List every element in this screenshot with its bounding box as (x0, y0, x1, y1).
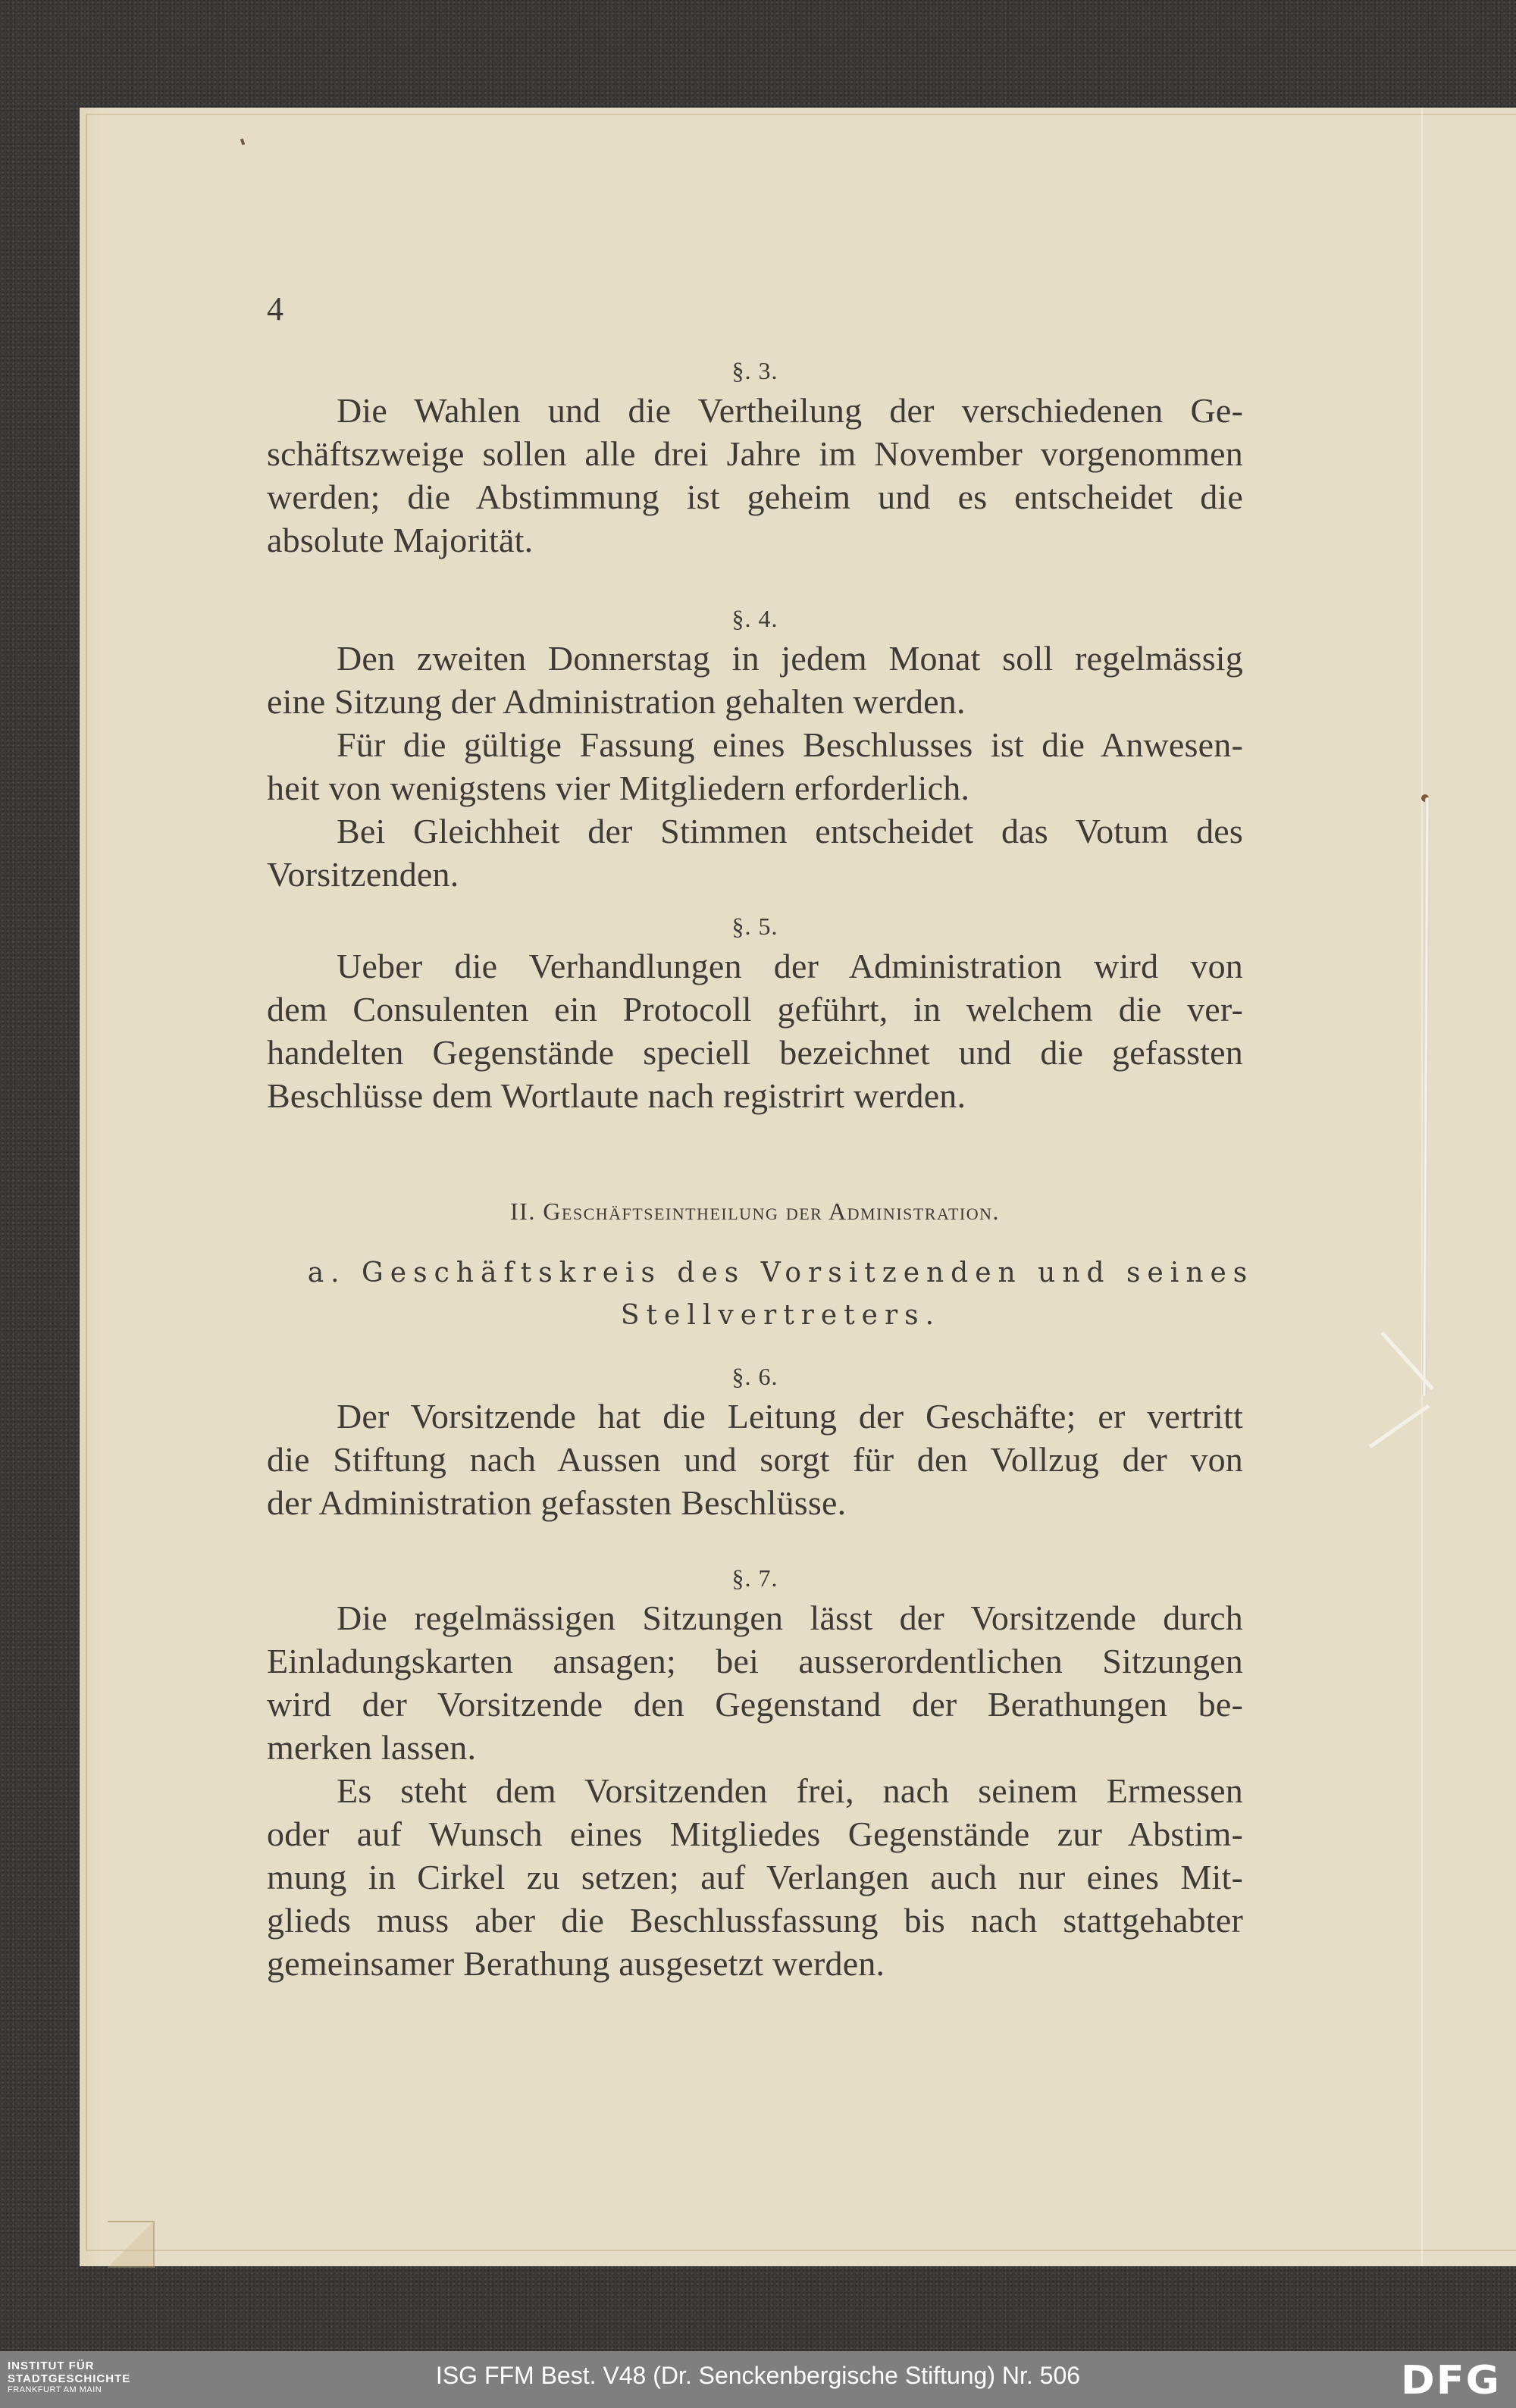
dfg-logo[interactable]: DFG (1400, 2357, 1501, 2403)
section-4 (267, 600, 1243, 896)
text-line: merken lassen. (267, 1728, 477, 1767)
institute-logo-line: FRANKFURT AM MAIN (8, 2385, 102, 2394)
chapter-heading: II. Geschäftseintheilung der Administration. (510, 1198, 1000, 1225)
institute-logo-line: STADTGESCHICHTE (8, 2372, 131, 2385)
text-line: Einladungskarten ansagen; bei ausserordentlichen Sitzungen (267, 1642, 1243, 1680)
text-line: Die Wahlen und die Vertheilung der verschiedenen Ge- (337, 391, 1243, 430)
section-heading: §. 7. (731, 1564, 778, 1592)
text-line: Vorsitzenden. (267, 855, 459, 894)
page-number: 4 (267, 290, 283, 327)
text-line: Die regelmässigen Sitzungen lässt der Vorsitzende durch (337, 1599, 1243, 1637)
section-heading: §. 4. (731, 605, 778, 632)
section-5 (267, 908, 1243, 1117)
paragraph (267, 809, 1243, 896)
subheading-line: a. Geschäftskreis des Vorsitzenden und seines (307, 1257, 1254, 1289)
subheading-line: Stellvertreters. (620, 1300, 941, 1331)
document-signature: ISG FFM Best. V48 (Dr. Senckenbergische Stiftung) Nr. 506 (435, 2362, 1081, 2389)
text-line: absolute Majorität. (267, 521, 534, 559)
text-line: der Administration gefassten Beschlüsse. (267, 1483, 847, 1522)
paragraph (267, 723, 1243, 809)
section-heading: §. 5. (731, 913, 778, 940)
section-7 (267, 1560, 1243, 1985)
paragraph (267, 1596, 1243, 1769)
text-line: wird der Vorsitzende den Gegenstand der Berathungen be- (267, 1685, 1243, 1724)
text-line: Für die gültige Fassung eines Beschlusses ist die Anwesen- (337, 725, 1243, 764)
paragraph (267, 1395, 1243, 1524)
viewer-footer (0, 2351, 1516, 2408)
text-line: Den zweiten Donnerstag in jedem Monat soll regelmässig (337, 639, 1243, 678)
text-line: die Stiftung nach Aussen und sorgt für den Vollzug der von (267, 1440, 1243, 1479)
paragraph (267, 389, 1243, 562)
text-line: Ueber die Verhandlungen der Administration wird von (337, 947, 1243, 985)
text-line: handelten Gegenstände speciell bezeichnet und die gefassten (267, 1033, 1243, 1072)
text-line: glieds muss aber die Beschlussfassung bis nach stattgehabter (267, 1901, 1243, 1940)
institute-logo-line: INSTITUT FÜR (8, 2359, 95, 2372)
text-line: eine Sitzung der Administration gehalten werden. (267, 682, 966, 721)
text-line: mung in Cirkel zu setzen; auf Verlangen auch nur eines Mit- (267, 1858, 1243, 1896)
text-line: schäftszweige sollen alle drei Jahre im November vorgenommen (267, 434, 1243, 473)
text-line: Der Vorsitzende hat die Leitung der Geschäfte; er vertritt (337, 1397, 1243, 1436)
section-heading: §. 3. (731, 357, 778, 384)
folded-corner (108, 2221, 155, 2268)
text-line: Bei Gleichheit der Stimmen entscheidet das Votum des (337, 812, 1243, 850)
text-line: werden; die Abstimmung ist geheim und es entscheidet die (267, 478, 1243, 516)
subheading (288, 1252, 1273, 1337)
section-3 (267, 352, 1243, 562)
section-6 (267, 1358, 1243, 1524)
text-line: heit von wenigstens vier Mitgliedern erforderlich. (267, 769, 970, 807)
text-line: Es steht dem Vorsitzenden frei, nach seinem Ermessen (337, 1771, 1243, 1810)
text-line: oder auf Wunsch eines Mitgliedes Gegenstände zur Abstim- (267, 1815, 1243, 1853)
text-line: Beschlüsse dem Wortlaute nach registrirt werden. (267, 1076, 966, 1115)
text-line: dem Consulenten ein Protocoll geführt, in welchem die ver- (267, 990, 1243, 1029)
section-heading: §. 6. (731, 1363, 778, 1390)
paragraph (267, 1769, 1243, 1985)
paragraph (267, 637, 1243, 723)
paragraph (267, 944, 1243, 1117)
text-line: gemeinsamer Berathung ausgesetzt werden. (267, 1944, 885, 1983)
